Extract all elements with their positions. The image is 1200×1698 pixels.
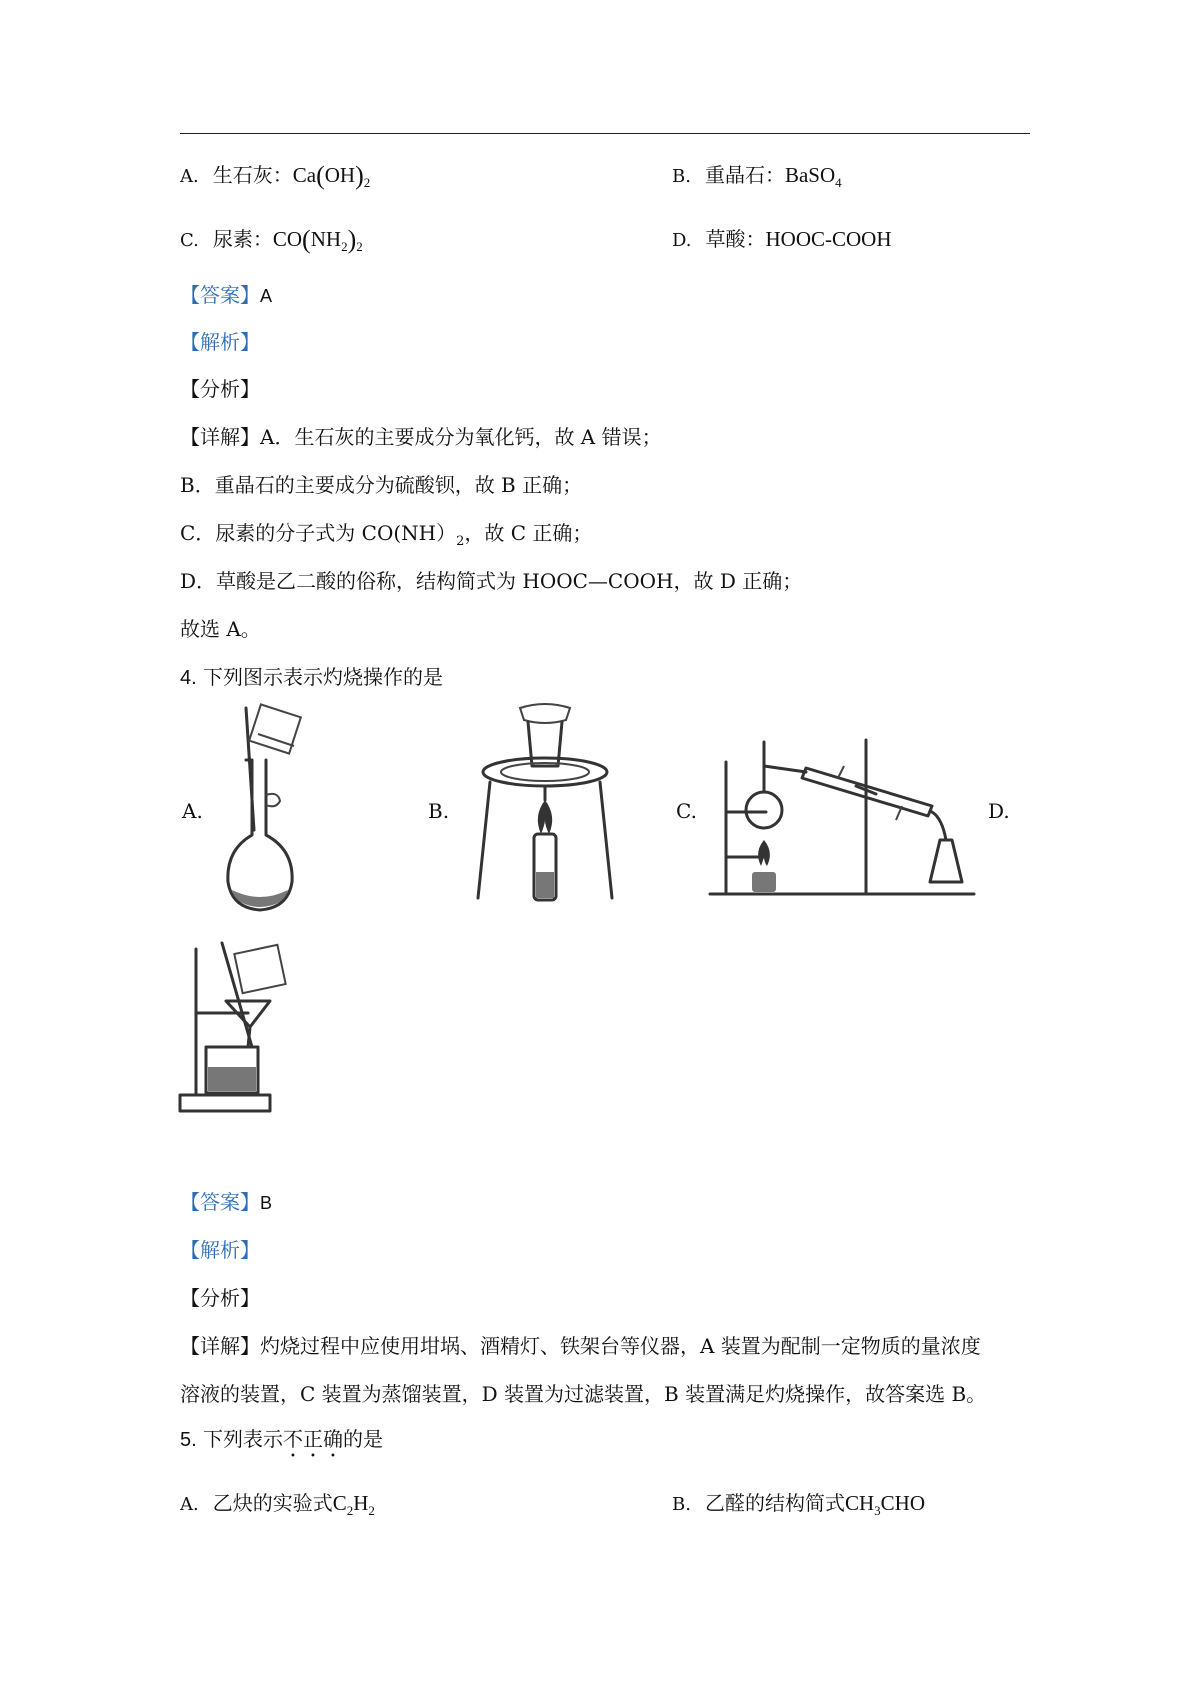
formula-c: $CO(NH_2)_2$ (272, 225, 363, 254)
q3-option-d: D. 草酸：HOOC-COOH (672, 227, 892, 251)
q3-detail-b: B．重晶石的主要成分为硫酸钡，故 B 正确； (180, 473, 583, 497)
q5-option-a: A. 乙炔的实验式$C_2H_2$ (180, 1491, 375, 1518)
q4-detail-line1: 【详解】灼烧过程中应使用坩埚、酒精灯、铁架台等仪器，A 装置为配制一定物质的量浓度 (180, 1334, 981, 1358)
filtration-figure (176, 935, 306, 1117)
formula-c2h2: $C_2H_2$ (332, 1491, 375, 1518)
q3-detail-d: D．草酸是乙二酸的俗称，结构简式为 HOOC—COOH，故 D 正确； (180, 569, 803, 593)
q5-question: 5. 下列表示不正确的是 (180, 1427, 384, 1451)
formula-a: $Ca(OH)_2$ (292, 161, 371, 190)
q5-option-b: B. 乙醛的结构简式$CH_3CHO$ (672, 1491, 925, 1518)
q4-question: 4. 下列图示表示灼烧操作的是 (180, 665, 444, 689)
q3-jiexi: 【解析】 (180, 330, 260, 354)
formula-b: BaSO$_4$ (784, 163, 842, 190)
q3-option-c: C. 尿素：$CO(NH_2)_2$ (180, 225, 363, 254)
q4-option-c-label: C. (676, 799, 697, 823)
q3-detail-a: 【详解】A．生石灰的主要成分为氧化钙，故 A 错误； (180, 425, 662, 449)
q4-fenxi: 【分析】 (180, 1286, 260, 1310)
q3-conclusion: 故选 A。 (180, 617, 261, 641)
q3-answer: 【答案】A (180, 283, 273, 307)
q3-option-a: A. 生石灰：$Ca(OH)_2$ (180, 161, 371, 190)
distillation-figure (706, 722, 978, 902)
q4-option-a-label: A. (182, 799, 203, 823)
q3-option-b: B. 重晶石：BaSO$_4$ (672, 163, 842, 190)
q4-jiexi: 【解析】 (180, 1238, 260, 1262)
q4-option-d-label: D. (988, 799, 1010, 823)
crucible-tripod-figure (470, 700, 620, 910)
q4-answer: 【答案】B (180, 1190, 273, 1214)
q3-fenxi: 【分析】 (180, 377, 260, 401)
header-rule (180, 133, 1030, 134)
formula-ch3cho: $CH_3CHO$ (844, 1491, 925, 1518)
q4-option-b-label: B. (428, 799, 450, 823)
q3-detail-c: C．尿素的分子式为 $CO(NH)_2$，故 C 正确； (180, 521, 593, 549)
volumetric-flask-figure (218, 700, 328, 918)
formula-d: HOOC-COOH (765, 227, 892, 251)
q4-detail-line2: 溶液的装置，C 装置为蒸馏装置，D 装置为过滤装置，B 装置满足灼烧操作，故答案选 B。 (180, 1382, 987, 1406)
